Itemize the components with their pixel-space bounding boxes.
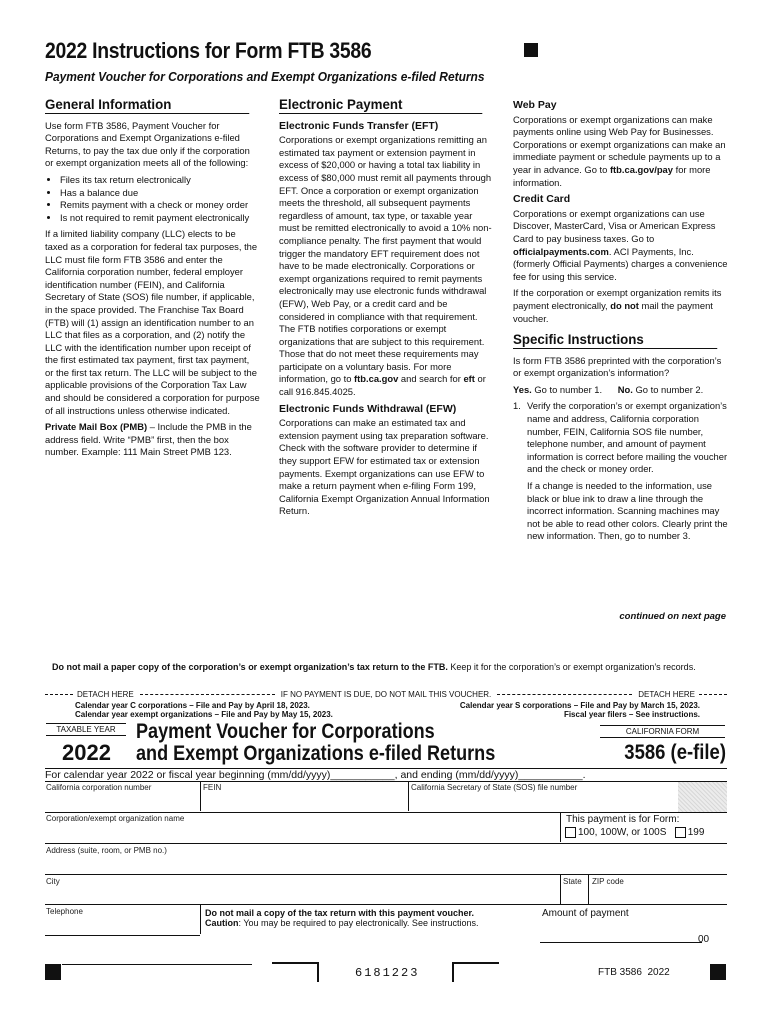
electronic-payment-section <box>279 98 493 522</box>
yes-text: Go to number 1. <box>531 383 603 395</box>
form-number: 3586 (e-file) <box>624 741 726 764</box>
eft-heading: Electronic Funds Transfer (EFT) <box>279 119 439 132</box>
form-100-checkbox[interactable] <box>565 827 576 838</box>
corner-mark-right <box>452 962 499 982</box>
do-not-mail-notice <box>52 662 732 672</box>
do-not-mail-rest: Keep it for the corporation’s or exempt organization’s records. <box>447 662 696 672</box>
official-payments-link[interactable]: officialpayments.com <box>513 245 609 257</box>
detach-here-right: DETACH HERE <box>638 690 696 699</box>
specific-instructions-heading: Specific Instructions <box>513 333 717 349</box>
due-dates-left <box>75 701 333 719</box>
voucher-warning <box>205 908 478 928</box>
list-item: • Remits payment with a check or money order <box>60 199 260 212</box>
eft-search-term: eft <box>463 373 475 385</box>
scan-code: 6181223 <box>355 966 420 980</box>
amount-field[interactable] <box>540 942 702 943</box>
footer-form-id: FTB 3586 2022 <box>598 967 670 978</box>
pmb-text: – Include the PMB in the address field. Write “PMB” first, then the box number. Example: 111 Main Street PMB 123. <box>45 421 252 458</box>
list-item: • Is not required to remit payment electronically <box>60 212 260 225</box>
corner-mark-left <box>272 962 319 982</box>
pmb-label: Private Mail Box (PMB) <box>45 421 148 433</box>
eft-text: Corporations or exempt organizations remitting an estimated tax payment or extension payment in excess of $20,000 or having a total tax liability in excess of $80,000 must remit all payments through EFT. Once a corporation or exempt organization meets the threshold, all subsequent payments regardless of amount, tax type, or taxable year must be remitted electronically to avoid a 10% non-compliance penalty. The first payment that would trigger the mandatory EFT requirement does not have to be made electronically. Corporations or exempt organizations required to remit payments electronically may use electronic funds withdrawal (EFW), Web Pay, or a credit card and be considered in compliance with that requirement. The FTB notifies corporations or exempt organizations that are subject to this requirement. Those that do not meet these requirements may participate on a voluntary basis. For more information, go to <box>279 134 492 385</box>
caution-label: Caution <box>205 918 239 928</box>
item-number: 1. <box>513 400 521 412</box>
llc-paragraph: If a limited liability company (LLC) elects to be taxed as a corporation for federal tax purposes, the LLC must file form FTB 3586 and enter the California corporation number, federal employer identification number (FEIN), and California Secretary of State (SOS) file number, if applicable, in the space provided. The Franchise Tax Board (FTB) will (1) assign an identification number to an LLC that files as a corporation, and (2) notify the LLC with the identification number upon receipt of the first estimated tax payment, first tax payment, or the first tax return. The LLC will be subject to the applicable provisions of the Corporation Tax Law and should be considered a corporation for purpose of all instructions unless otherwise indicated. <box>45 228 260 416</box>
form-199-checkbox[interactable] <box>675 827 686 838</box>
sos-number-label: California Secretary of State (SOS) file number <box>411 783 578 792</box>
efw-paragraph: Corporations can make an estimated tax and extension payment using tax preparation software. Check with the software provider to determine if they support EFW for estimated tax or extension payments. Exempt organizations can use EFW to make a return payment when e-filing Form 199, California Exempt Organization Annual Information Return. <box>279 417 490 517</box>
shaded-area <box>678 782 727 812</box>
list-item: • Has a balance due <box>60 187 260 200</box>
remit-emphasis: do not <box>610 299 639 311</box>
remit-text: If the corporation or exempt organization remits its payment electronically, <box>513 287 722 311</box>
credit-card-heading: Credit Card <box>513 193 571 206</box>
eft-paragraph <box>279 134 493 398</box>
continued-note: continued on next page <box>619 611 726 622</box>
fein-label: FEIN <box>203 783 222 792</box>
page-subtitle: Payment Voucher for Corporations and Exempt Organizations e-filed Returns <box>45 69 485 84</box>
preprinted-question: Is form FTB 3586 preprinted with the corporation’s or exempt organization’s information? <box>513 354 722 379</box>
cents-label: 00 <box>698 934 710 945</box>
exempt-due-date: Calendar year exempt organizations – File and Pay by May 15, 2023. <box>75 710 333 719</box>
form-199-label: 199 <box>687 827 705 839</box>
remit-text: mail the payment voucher. <box>513 299 713 324</box>
voucher-title-line-2: and Exempt Organizations e-filed Returns <box>136 742 496 765</box>
zip-label: ZIP code <box>592 877 624 886</box>
detach-line <box>45 690 727 699</box>
pmb-paragraph <box>45 421 260 459</box>
california-form-label: CALIFORNIA FORM <box>600 725 725 738</box>
state-label: State <box>563 877 582 886</box>
yes-no-line <box>513 384 728 397</box>
amount-label: Amount of payment <box>542 908 629 919</box>
address-label: Address (suite, room, or PMB no.) <box>46 846 167 855</box>
remit-paragraph <box>513 287 728 325</box>
web-pay-text: for more information. <box>513 163 711 188</box>
general-information-heading: General Information <box>45 98 249 114</box>
corp-number-label: California corporation number <box>46 783 152 792</box>
form-100-label: 100, 100W, or 100S <box>578 827 667 839</box>
form-type-options <box>565 827 704 838</box>
c-corp-due-date: Calendar year C corporations – File and Pay by April 18, 2023. <box>75 701 310 710</box>
s-corp-due-date: Calendar year S corporations – File and Pay by March 15, 2023. <box>459 701 700 710</box>
efw-heading: Electronic Funds Withdrawal (EFW) <box>279 402 457 415</box>
detach-here-left: DETACH HERE <box>77 690 134 699</box>
do-not-mail-return: Do not mail a copy of the tax return with this payment voucher. <box>205 908 475 918</box>
corp-name-label: Corporation/exempt organization name <box>46 814 185 823</box>
requirements-list <box>45 174 260 224</box>
yes-label: Yes. <box>513 383 532 395</box>
taxable-year-label: TAXABLE YEAR <box>46 723 126 736</box>
registration-mark-bottom-left <box>45 964 61 980</box>
web-pay-text: Corporations or exempt organizations can make payments online using Web Pay for Businesses. Corporations or exempt organizations can make an immediate payment or schedule payments up to a year in advance. Go to <box>513 113 726 175</box>
telephone-label: Telephone <box>46 907 83 916</box>
registration-mark <box>524 43 538 57</box>
voucher-title-line-1: Payment Voucher for Corporations <box>136 720 435 743</box>
registration-mark-bottom-right <box>710 964 726 980</box>
tax-period-line[interactable]: For calendar year 2022 or fiscal year beginning (mm/dd/yyyy)___________, and ending (mm/dd/yyyy)___________. <box>45 769 586 781</box>
ftb-link[interactable]: ftb.ca.gov <box>354 373 399 385</box>
instruction-item-1 <box>513 400 728 547</box>
general-information-section <box>45 98 260 463</box>
web-pay-heading: Web Pay <box>513 99 557 111</box>
fiscal-filers-note: Fiscal year filers – See instructions. <box>563 710 700 719</box>
credit-card-paragraph <box>513 208 728 284</box>
city-label: City <box>46 877 60 886</box>
web-pay-link[interactable]: ftb.ca.gov/pay <box>609 163 673 175</box>
credit-card-text: . ACI Payments, Inc. (formerly Official Payments) charges a convenience fee for using this service. <box>513 245 728 282</box>
due-dates-right <box>420 701 700 719</box>
eft-text: and search for <box>398 373 464 385</box>
payment-options-section <box>513 98 728 547</box>
do-not-mail-bold: Do not mail a paper copy of the corporation’s or exempt organization’s tax return to the FTB. <box>52 662 448 672</box>
no-payment-notice: IF NO PAYMENT IS DUE, DO NOT MAIL THIS VOUCHER. <box>280 690 492 699</box>
voucher-year: 2022 <box>62 740 111 765</box>
eft-text: or call 916.845.4025. <box>279 373 486 398</box>
item-1-text: Verify the corporation’s or exempt organization’s name and address, California corporation number, FEIN, California SOS file number, telephone number, and amount of payment information is correct before mailing the voucher and the check or money order. <box>527 400 728 475</box>
no-text: Go to number 2. <box>632 383 704 395</box>
caution-text: : You may be required to pay electronically. See instructions. <box>238 918 479 928</box>
voucher-title <box>136 721 495 765</box>
web-pay-paragraph <box>513 114 728 190</box>
no-label: No. <box>617 383 633 395</box>
electronic-payment-heading: Electronic Payment <box>279 98 482 114</box>
general-intro: Use form FTB 3586, Payment Voucher for Corporations and Exempt Organizations e-filed Returns, to pay the tax due only if the corporation or exempt organization meets all of the following: <box>45 119 250 169</box>
list-item: • Files its tax return electronically <box>60 174 260 187</box>
item-1-change-text: If a change is needed to the information, use black or blue ink to draw a line through the incorrect information. Scanning machines may not be able to read other colors. Clearly print the new information. Then, go to number 3. <box>527 480 728 542</box>
credit-card-text: Corporations or exempt organizations can use Discover, MasterCard, Visa or American Express Card to pay business taxes. Go to <box>513 207 716 244</box>
page-title: 2022 Instructions for Form FTB 3586 <box>45 38 372 63</box>
payment-for-label: This payment is for Form: <box>566 814 680 825</box>
